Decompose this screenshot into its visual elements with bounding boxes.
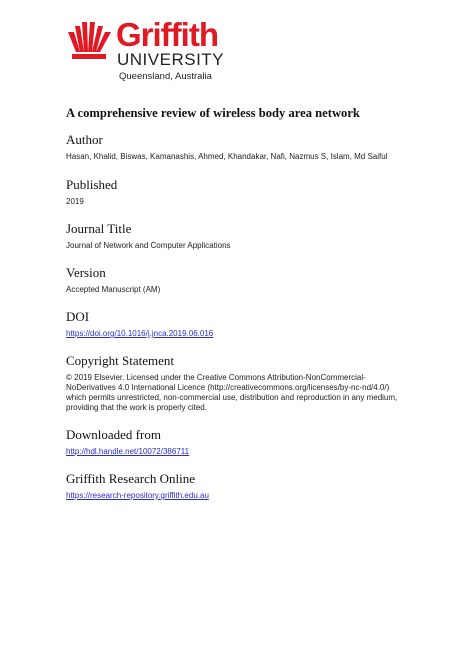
copyright-heading: Copyright Statement — [66, 353, 174, 368]
doi-heading: DOI — [66, 309, 90, 324]
griffith-flame-logo-icon — [66, 22, 114, 62]
published-value: 2019 — [66, 197, 84, 206]
doi-value — [66, 329, 406, 339]
downloaded-heading: Downloaded from — [66, 427, 161, 442]
copyright-line: which permits unrestricted, non-commercial use, distribution and reproduction in any medium, — [66, 393, 398, 402]
journal-section — [66, 221, 406, 251]
doi-link[interactable]: https://doi.org/10.1016/j.jnca.2019.06.016 — [66, 329, 214, 338]
document-title: A comprehensive review of wireless body area network — [66, 106, 360, 120]
downloaded-section — [66, 427, 406, 457]
logo-wordmark: Griffith — [116, 16, 218, 53]
version-heading: Version — [66, 265, 106, 280]
journal-heading: Journal Title — [66, 221, 132, 236]
handle-link[interactable]: http://hdl.handle.net/10072/386711 — [66, 447, 190, 456]
downloaded-value — [66, 447, 406, 457]
logo-subtitle: UNIVERSITY — [117, 50, 225, 69]
doi-section — [66, 309, 406, 339]
logo-location: Queensland, Australia — [119, 71, 212, 82]
journal-value: Journal of Network and Computer Applications — [66, 241, 231, 250]
repository-link[interactable]: https://research-repository.griffith.edu.au — [66, 491, 209, 500]
author-value: Hasan, Khalid, Biswas, Kamanashis, Ahmed, Khandakar, Nafi, Nazmus S, Islam, Md Saiful — [66, 152, 388, 161]
research-online-value — [66, 491, 406, 501]
author-heading: Author — [66, 132, 103, 147]
copyright-line: © 2019 Elsevier. Licensed under the Creative Commons Attribution-NonCommercial- — [66, 373, 366, 382]
copyright-statement — [66, 373, 406, 413]
copyright-line: NoDerivatives 4.0 International Licence (http://creativecommons.org/licenses/by-nc-nd/4.0/) — [66, 383, 390, 392]
version-value: Accepted Manuscript (AM) — [66, 285, 161, 294]
copyright-line: providing that the work is properly cited. — [66, 403, 207, 412]
research-online-section — [66, 471, 406, 501]
published-section — [66, 177, 406, 207]
griffith-university-logo — [66, 16, 226, 80]
author-section — [66, 132, 406, 162]
version-section — [66, 265, 406, 295]
published-heading: Published — [66, 177, 118, 192]
copyright-section — [66, 353, 406, 413]
research-online-heading: Griffith Research Online — [66, 471, 195, 486]
